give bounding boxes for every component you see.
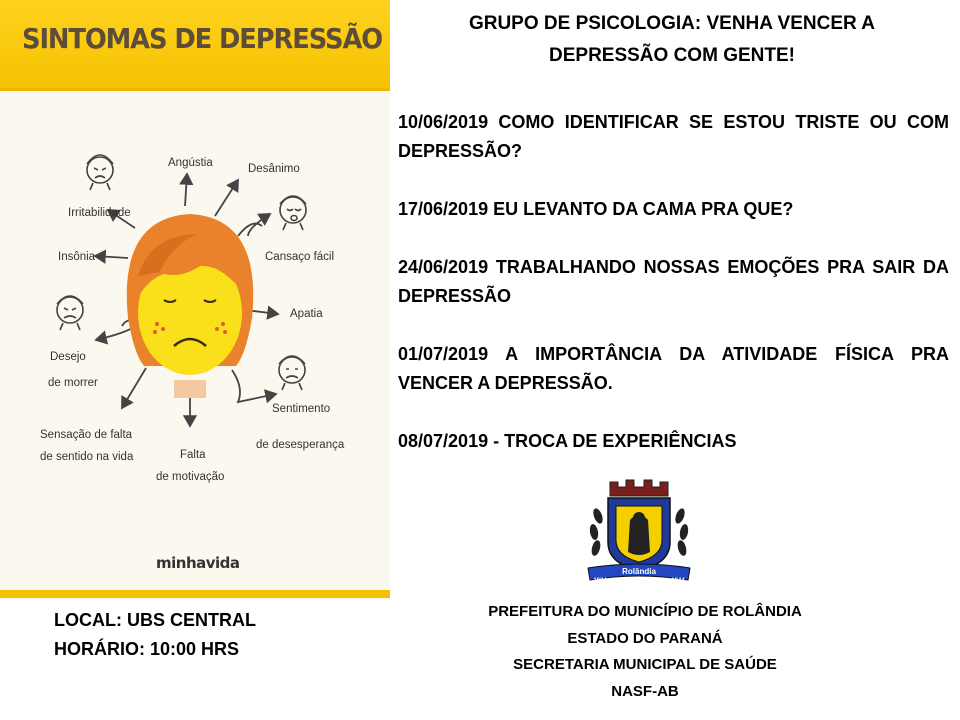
institution-footer bbox=[400, 599, 890, 705]
label-sentimento-line2: de desesperança bbox=[256, 439, 345, 451]
coat-year-right: 1944 bbox=[671, 578, 685, 584]
schedule-item: 01/07/2019 A IMPORTÂNCIA DA ATIVIDADE FÍSICA PRA VENCER A DEPRESSÃO. bbox=[398, 344, 949, 393]
group-title bbox=[400, 8, 944, 72]
coat-year-left: 1934 bbox=[593, 578, 607, 584]
crying-face-icon bbox=[57, 296, 83, 330]
label-falta-line2: de motivação bbox=[156, 471, 225, 483]
coat-banner-text: Rolândia bbox=[622, 567, 656, 576]
poster-bottom-bar bbox=[0, 590, 390, 598]
tired-face-icon bbox=[280, 196, 306, 230]
schedule-list bbox=[398, 108, 949, 456]
brand-logo-text: minhavida bbox=[156, 554, 240, 572]
symptoms-diagram bbox=[0, 88, 390, 588]
schedule-item: 08/07/2019 - TROCA DE EXPERIÊNCIAS bbox=[398, 431, 737, 451]
group-title-line1: GRUPO DE PSICOLOGIA: VENHA VENCER A bbox=[468, 13, 876, 34]
footer-line: PREFEITURA DO MUNICÍPIO DE ROLÂNDIA bbox=[488, 603, 802, 620]
label-sensacao-line2: de sentido na vida bbox=[40, 451, 134, 463]
label-irritabilidade: Irritabilidade bbox=[68, 207, 131, 219]
hopeless-face-icon bbox=[279, 356, 305, 390]
schedule-item: 17/06/2019 EU LEVANTO DA CAMA PRA QUE? bbox=[398, 199, 794, 219]
label-desanimo: Desânimo bbox=[248, 163, 300, 175]
sad-face-illustration bbox=[127, 214, 253, 398]
label-sensacao-line1: Sensação de falta bbox=[40, 429, 133, 441]
event-info bbox=[54, 606, 256, 664]
footer-line: SECRETARIA MUNICIPAL DE SAÚDE bbox=[513, 656, 777, 673]
group-title-line2: DEPRESSÃO COM GENTE! bbox=[549, 45, 795, 66]
label-desejo-line2: de morrer bbox=[48, 377, 98, 389]
poster-header bbox=[0, 0, 390, 91]
schedule-item: 24/06/2019 TRABALHANDO NOSSAS EMOÇÕES PRA SAIR DA DEPRESSÃO bbox=[398, 257, 949, 306]
footer-line: ESTADO DO PARANÁ bbox=[567, 629, 723, 647]
label-falta-line1: Falta bbox=[180, 449, 206, 461]
event-time: HORÁRIO: 10:00 HRS bbox=[54, 639, 240, 659]
label-cansaco: Cansaço fácil bbox=[265, 251, 335, 263]
footer-line: NASF-AB bbox=[611, 682, 679, 700]
coat-of-arms-logo bbox=[580, 476, 698, 588]
schedule-item: 10/06/2019 COMO IDENTIFICAR SE ESTOU TRISTE OU COM DEPRESSÃO? bbox=[398, 112, 949, 161]
symptoms-poster bbox=[0, 0, 390, 600]
poster-title: SINTOMAS DE DEPRESSÃO bbox=[22, 22, 383, 55]
label-angustia: Angústia bbox=[168, 157, 213, 169]
label-desejo-line1: Desejo bbox=[50, 351, 86, 363]
event-location: LOCAL: UBS CENTRAL bbox=[54, 610, 256, 630]
irritated-face-icon bbox=[87, 155, 113, 190]
label-insonia: Insônia bbox=[58, 251, 96, 263]
label-sentimento-line1: Sentimento bbox=[272, 403, 331, 415]
label-apatia: Apatia bbox=[290, 308, 323, 320]
